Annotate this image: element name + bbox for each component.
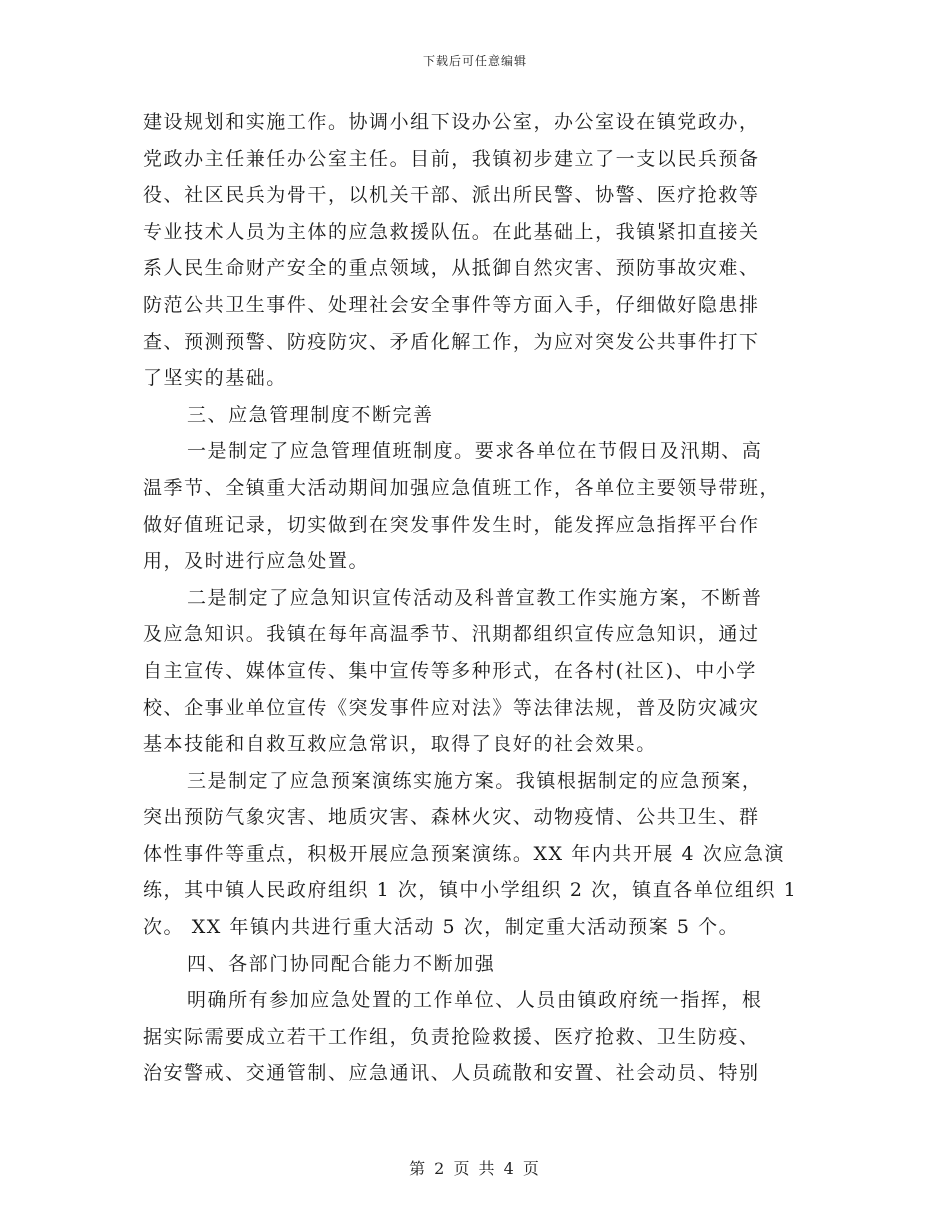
text-line: 温季节、全镇重大活动期间加强应急值班工作，各单位主要领导带班， [143,476,781,499]
text-line: 系人民生命财产安全的重点领域，从抵御自然灾害、预防事故灾难、 [143,257,760,280]
text-line: 四、各部门协同配合能力不断加强 [187,952,496,975]
text-line: 治安警戒、交通管制、应急通讯、人员疏散和安置、社会动员、特别 [143,1062,760,1085]
text-line: 突出预防气象灾害、地质灾害、森林火灾、动物疫情、公共卫生、群 [143,806,760,829]
text-line: 用，及时进行应急处置。 [143,550,370,573]
text-line: 及应急知识。我镇在每年高温季节、汛期都组织宣传应急知识，通过 [143,623,760,646]
text-line: 基本技能和自救互救应急常识，取得了良好的社会效果。 [143,733,657,756]
text-line: 校、企事业单位宣传《突发事件应对法》等法律法规，普及防灾减灾 [143,696,760,719]
page-footer: 第 2 页 共 4 页 [409,1159,541,1178]
text-line: 三、应急管理制度不断完善 [187,403,434,426]
text-line: 自主宣传、媒体宣传、集中宣传等多种形式，在各村(社区)、中小学 [143,659,757,682]
text-line: 役、社区民兵为骨干，以机关干部、派出所民警、协警、医疗抢救等 [143,184,760,207]
text-line: 一是制定了应急管理值班制度。要求各单位在节假日及汛期、高 [187,440,763,463]
text-line: 防范公共卫生事件、处理社会安全事件等方面入手，仔细做好隐患排 [143,293,760,316]
text-line: 据实际需要成立若干工作组，负责抢险救援、医疗抢救、卫生防疫、 [143,1025,760,1048]
text-line: 次。 XX 年镇内共进行重大活动 5 次，制定重大活动预案 5 个。 [143,916,740,939]
document-body [143,104,803,1092]
text-line: 建设规划和实施工作。协调小组下设办公室，办公室设在镇党政办， [143,111,760,133]
text-line: 党政办主任兼任办公室主任。目前，我镇初步建立了一支以民兵预备 [143,147,760,170]
text-line: 三是制定了应急预案演练实施方案。我镇根据制定的应急预案， [187,769,763,792]
text-line: 明确所有参加应急处置的工作单位、人员由镇政府统一指挥，根 [187,989,763,1012]
text-line: 体性事件等重点，积极开展应急预案演练。XX 年内共开展 4 次应急演 [143,842,785,865]
text-line: 查、预测预警、防疫防灾、矛盾化解工作，为应对突发公共事件打下 [143,330,760,353]
text-line: 做好值班记录，切实做到在突发事件发生时，能发挥应急指挥平台作 [143,513,760,536]
text-line: 练，其中镇人民政府组织 1 次，镇中小学组织 2 次，镇直各单位组织 1 [143,879,798,902]
text-line: 专业技术人员为主体的应急救援队伍。在此基础上，我镇紧扣直接关 [143,220,760,243]
text-line: 二是制定了应急知识宣传活动及科普宣教工作实施方案，不断普 [187,586,763,609]
text-line: 了坚实的基础。 [143,367,287,390]
page-header: 下载后可任意编辑 [422,54,527,68]
